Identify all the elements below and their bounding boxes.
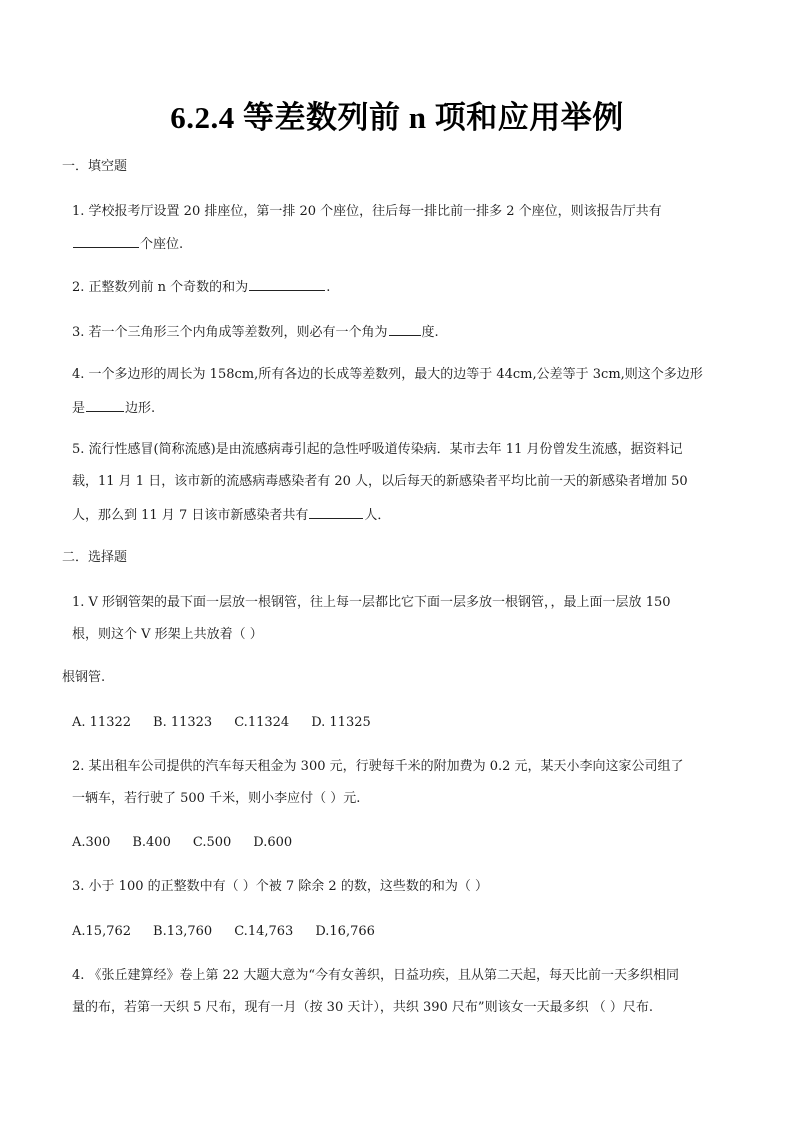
choice-q3-line1: 3. 小于 100 的正整数中有（ ）个被 7 除余 2 的数，这些数的和为（ ）: [72, 879, 488, 894]
choice-q2-line2: 一辆车，若行驶了 500 千米，则小李应付（ ）元.: [72, 791, 361, 806]
section-heading-fill-in: 一．填空题: [62, 159, 128, 174]
option-c[interactable]: C.14,763: [234, 924, 294, 939]
choice-q1-line2: 根，则这个 V 形架上共放着（ ）: [72, 627, 263, 642]
fill-q3: [72, 322, 732, 342]
choice-q1-line3: 根钢管.: [62, 670, 106, 685]
fill-q4-suffix: 边形.: [125, 401, 156, 416]
fill-q2: [72, 277, 732, 297]
option-b[interactable]: B.400: [132, 835, 171, 850]
fill-q5-line2: 载，11 月 1 日，该市新的流感病毒感染者有 20 人，以后每天的新感染者平均比前一天的新感染者增加 50: [72, 474, 688, 489]
answer-blank[interactable]: [86, 398, 124, 412]
fill-q5-text: 人，那么到 11 月 7 日该市新感染者共有: [72, 508, 309, 523]
choice-q2-line1: 2. 某出租车公司提供的汽车每天租金为 300 元，行驶每千米的附加费为 0.2 元，某天小李向这家公司组了: [72, 759, 684, 774]
fill-q2-text: 2. 正整数列前 n 个奇数的和为: [72, 280, 249, 295]
fill-q4-line2: [72, 398, 732, 418]
answer-blank[interactable]: [73, 234, 139, 248]
fill-q4-line1: 4. 一个多边形的周长为 158cm,所有各边的长成等差数列，最大的边等于 44cm,公差等于 3cm,则这个多边形: [72, 367, 703, 382]
fill-q5-suffix: 人．: [364, 508, 391, 523]
answer-blank[interactable]: [309, 505, 363, 519]
fill-q1-line2: [72, 234, 732, 254]
fill-q5-line3: [72, 505, 732, 525]
option-c[interactable]: C.11324: [234, 715, 290, 730]
answer-blank[interactable]: [389, 322, 421, 336]
choice-q1-line1: 1. V 形钢管架的最下面一层放一根钢管，往上每一层都比它下面一层多放一根钢管，，最上面一层放 150: [72, 595, 671, 610]
answer-blank[interactable]: [249, 277, 325, 291]
option-d[interactable]: D.600: [253, 835, 293, 850]
option-d[interactable]: D. 11325: [311, 715, 371, 730]
fill-q3-text: 3. 若一个三角形三个内角成等差数列，则必有一个角为: [72, 325, 388, 340]
choice-q3-options: [72, 923, 732, 941]
fill-q5-line1: 5. 流行性感冒(简称流感)是由流感病毒引起的急性呼吸道传染病．某市去年 11 月份曾发生流感，据资料记: [72, 442, 683, 457]
document-title: 6.2.4 等差数列前 n 项和应用举例: [170, 100, 624, 135]
section-heading-multiple-choice: 二．选择题: [62, 550, 128, 565]
option-c[interactable]: C.500: [192, 835, 232, 850]
fill-q3-suffix: 度.: [421, 325, 439, 340]
choice-q4-line1: 4. 《张丘建算经》卷上第 22 大题大意为“今有女善织，日益功疾，且从第二天起，每天比前一天多织相同: [72, 968, 679, 983]
choice-q1-options: [72, 714, 732, 732]
option-a[interactable]: A.15,762: [72, 924, 132, 939]
choice-q2-options: [72, 834, 732, 852]
choice-q4-line2: 量的布，若第一天织 5 尺布，现有一月（按 30 天计），共织 390 尺布”则该女一天最多织 （ ）尺布.: [72, 1000, 653, 1015]
fill-q1-line1: 1. 学校报考厅设置 20 排座位，第一排 20 个座位，往后每一排比前一排多 2 个座位，则该报告厅共有: [72, 204, 662, 219]
option-d[interactable]: D.16,766: [315, 924, 375, 939]
option-b[interactable]: B.13,760: [153, 924, 213, 939]
option-a[interactable]: A. 11322: [72, 715, 132, 730]
option-b[interactable]: B. 11323: [153, 715, 213, 730]
option-a[interactable]: A.300: [72, 835, 111, 850]
fill-q4-prefix: 是: [72, 401, 86, 416]
fill-q1-suffix: 个座位.: [140, 237, 184, 252]
fill-q2-suffix: .: [326, 280, 331, 295]
